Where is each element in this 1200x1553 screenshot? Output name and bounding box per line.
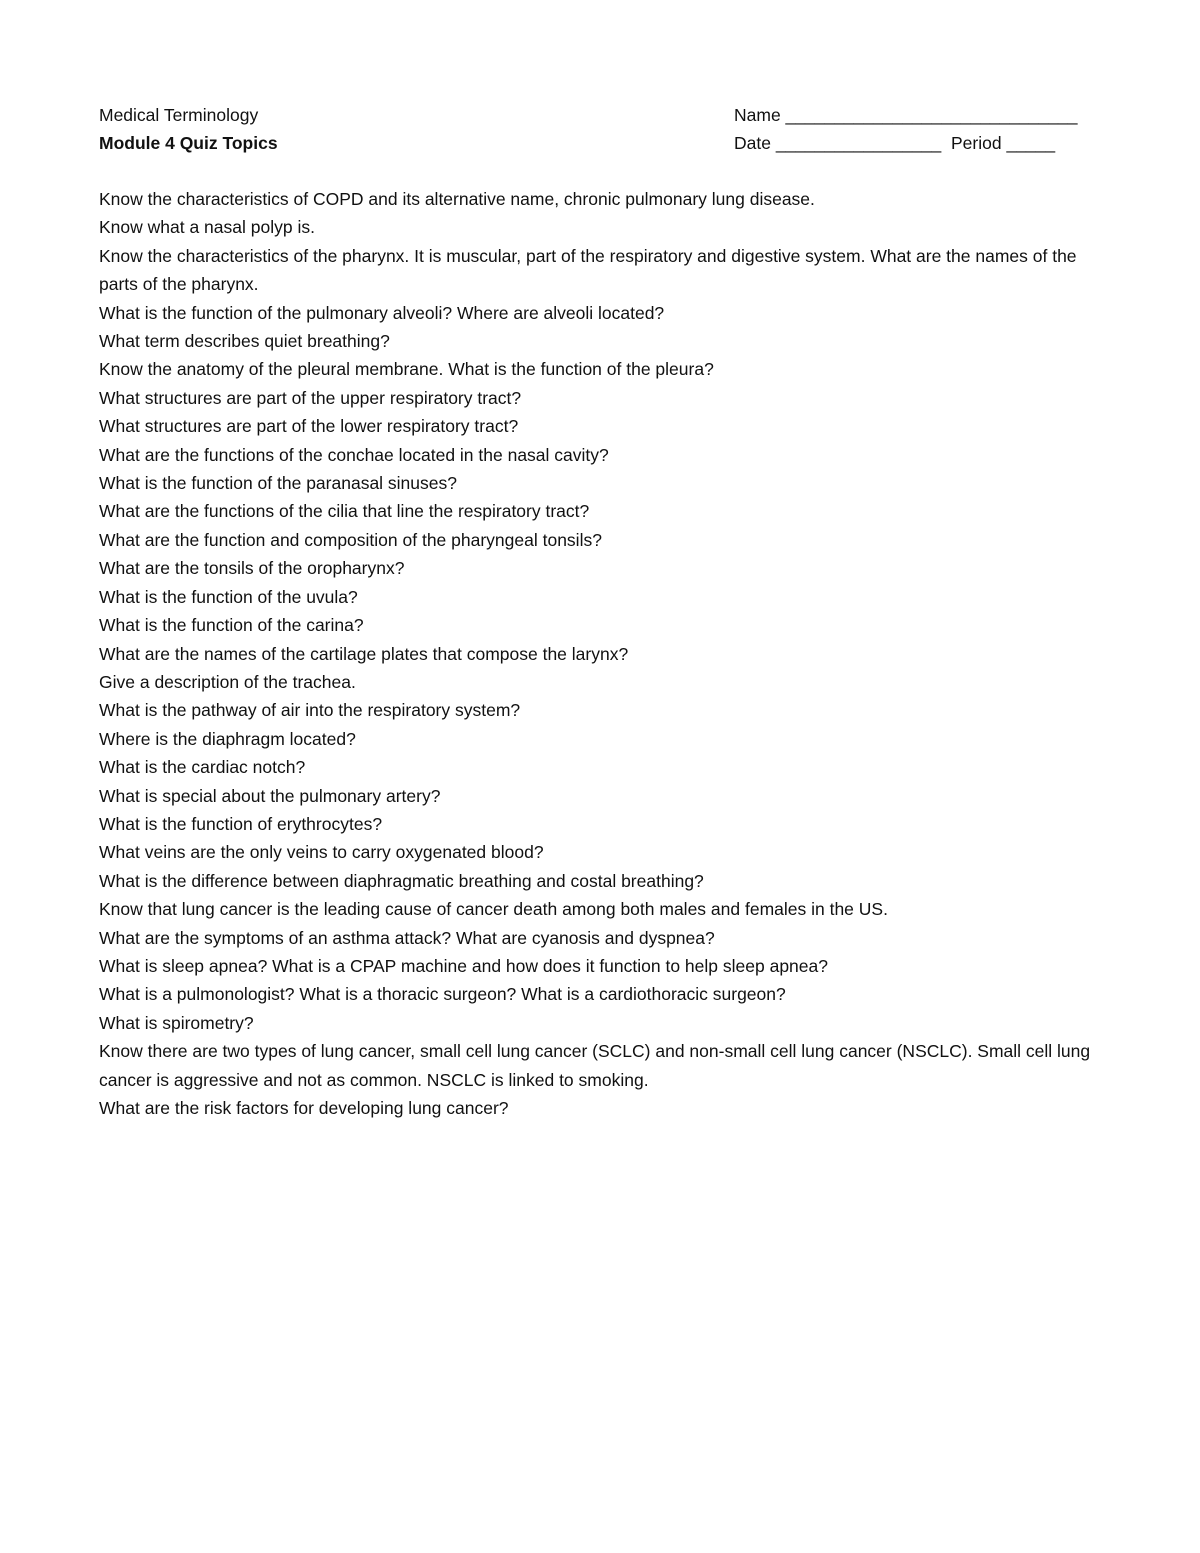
topic-item: What is the function of the pulmonary alveoli? Where are alveoli located? [99,302,665,323]
topic-item: What is sleep apnea? What is a CPAP machine and how does it function to help sleep apnea? [99,955,828,976]
topic-item: What structures are part of the lower respiratory tract? [99,416,519,437]
topic-item: What are the functions of the cilia that line the respiratory tract? [99,501,590,522]
topic-item: Know the characteristics of the pharynx. It is muscular, part of the respiratory and digestive system. What are the names of the parts of the pharynx. [99,245,1077,295]
topic-item: What is the pathway of air into the respiratory system? [99,700,521,721]
topic-item: Know the anatomy of the pleural membrane. What is the function of the pleura? [99,359,714,380]
topic-item: Where is the diaphragm located? [99,728,356,749]
topic-item: What are the symptoms of an asthma attack? What are cyanosis and dyspnea? [99,927,715,948]
topic-item: What is the function of the uvula? [99,586,358,607]
header-right [734,101,1134,158]
topic-item: Know what a nasal polyp is. [99,217,315,238]
topic-item: What are the functions of the conchae located in the nasal cavity? [99,444,609,465]
topic-item: What are the function and composition of the pharyngeal tonsils? [99,529,602,550]
topic-item: What are the tonsils of the oropharynx? [99,558,405,579]
topic-item: What is the difference between diaphragmatic breathing and costal breathing? [99,870,704,891]
header-left [99,101,659,158]
topic-item: What is special about the pulmonary artery? [99,785,441,806]
topic-item: What is spirometry? [99,1012,254,1033]
topic-item: What structures are part of the upper respiratory tract? [99,387,522,408]
topic-item: Know there are two types of lung cancer, small cell lung cancer (SCLC) and non-small cell lung cancer (NSCLC). Small cell lung cancer is aggressive and not as common. NSCLC is linked to smoking. [99,1041,1091,1090]
topic-item: What term describes quiet breathing? [99,331,390,352]
topic-list [99,185,1119,1122]
topic-item: Know that lung cancer is the leading cause of cancer death among both males and females in the US. [99,899,888,920]
topic-item: What is a pulmonologist? What is a thoracic surgeon? What is a cardiothoracic surgeon? [99,984,786,1005]
topic-item: Give a description of the trachea. [99,671,356,692]
topic-item: What is the function of the paranasal sinuses? [99,473,457,494]
date-period-field: Date _________________ Period _____ [734,133,1056,154]
topic-item: What are the risk factors for developing lung cancer? [99,1098,509,1118]
topic-item: What veins are the only veins to carry oxygenated blood? [99,842,544,863]
name-field: Name ______________________________ [734,105,1078,125]
topic-item: What is the cardiac notch? [99,757,306,778]
document-title: Module 4 Quiz Topics [99,133,278,154]
topic-item: What are the names of the cartilage plates that compose the larynx? [99,643,629,664]
topic-item: What is the function of erythrocytes? [99,813,383,834]
course-name: Medical Terminology [99,105,259,125]
topic-item: Know the characteristics of COPD and its alternative name, chronic pulmonary lung disease. [99,189,815,209]
topic-item: What is the function of the carina? [99,615,364,636]
